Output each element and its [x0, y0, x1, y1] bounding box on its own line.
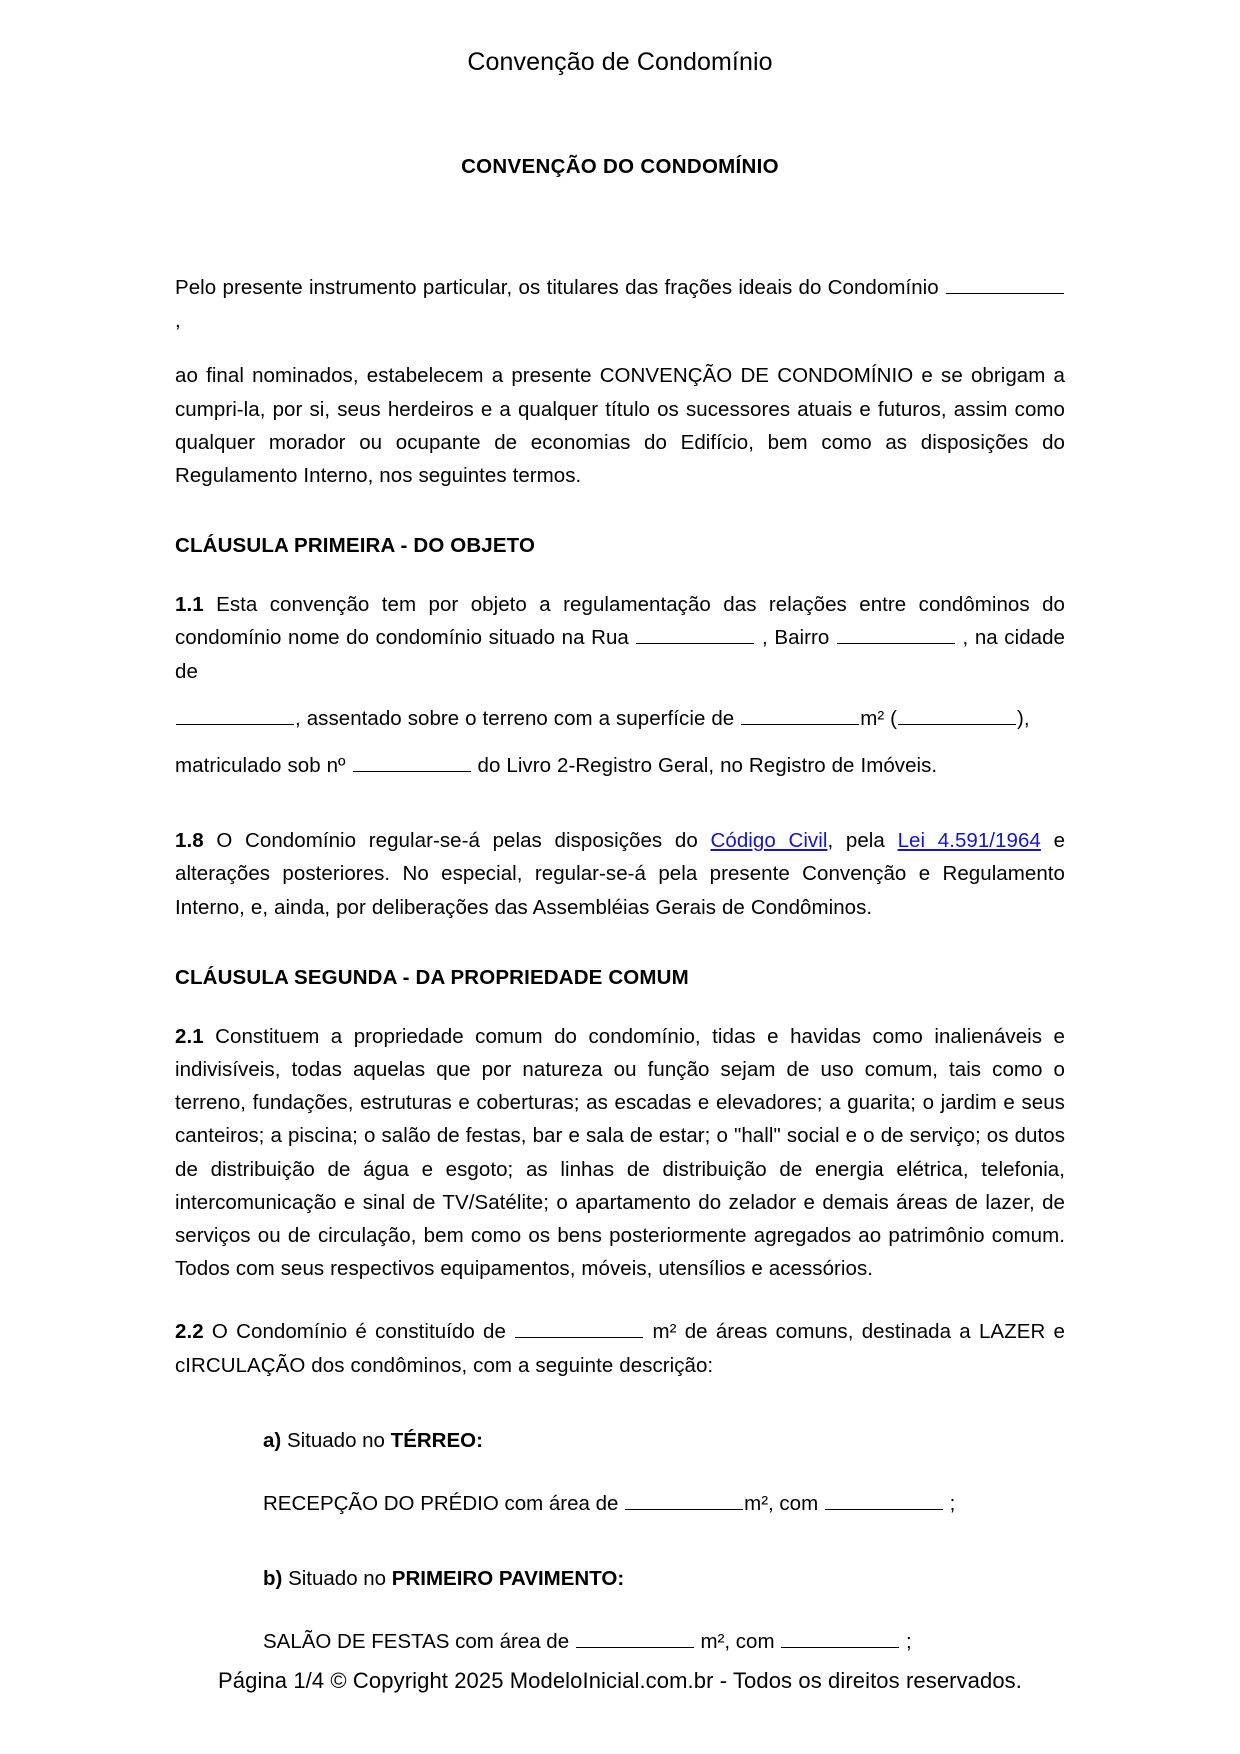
preamble-comma: , [175, 309, 181, 333]
floor-item-b-marker: b) [263, 1567, 283, 1591]
floor-item-a-prefix: Situado no [286, 1428, 385, 1452]
blank-condominio-name[interactable] [946, 274, 1064, 294]
floor-item-a-detail-middle: m², com [744, 1492, 819, 1516]
preamble-first-line [175, 271, 1065, 337]
blank-bairro[interactable] [837, 625, 955, 645]
clause-2-2-seg1: O Condomínio é constituído de [211, 1320, 506, 1344]
clause-1-1 [175, 588, 1065, 688]
clause-1-1-seg5: m² ( [860, 706, 898, 730]
floor-item-b-label: PRIMEIRO PAVIMENTO: [391, 1567, 625, 1591]
clause-two-heading: CLÁUSULA SEGUNDA - DA PROPRIEDADE COMUM [175, 965, 689, 989]
floor-item-a-detail-end: ; [949, 1492, 956, 1516]
floor-item-a [175, 1424, 1065, 1520]
clause-1-1-seg8: do Livro 2-Registro Geral, no Registro de Imóveis. [477, 754, 938, 778]
blank-recepcao-com[interactable] [825, 1490, 943, 1510]
clause-2-2-seg2: m² de áreas comuns, destinada a LAZER e cIRCULAÇÃO dos condôminos, com a seguinte descrição: [175, 1320, 1066, 1377]
clause-1-8-seg3: e alterações posteriores. No especial, regular-se-á pela presente Convenção e Regulamento Interno, e, ainda, por deliberações das Assembléias Gerais de Condôminos. [175, 829, 1066, 919]
floor-item-b-title [263, 1562, 1065, 1595]
preamble-body: ao final nominados, estabelecem a presente CONVENÇÃO DE CONDOMÍNIO e se obrigam a cumpri-la, por si, seus herdeiros e a qualquer título os sucessores atuais e futuros, assim como qualquer morador ou ocupante de economias do Edifício, bem como as disposições do Regulamento Interno, nos seguintes termos. [175, 364, 1065, 488]
blank-salao-com[interactable] [781, 1629, 899, 1649]
clause-1-8-seg1: O Condomínio regular-se-á pelas disposições do [216, 829, 698, 853]
clause-1-1-seg3: , na cidade de [175, 626, 1066, 683]
clause-2-2-number: 2.2 [175, 1320, 204, 1344]
blank-recepcao-area[interactable] [625, 1490, 743, 1510]
clause-2-1-text: Constituem a propriedade comum do condomínio, tidas e havidas como inalienáveis e indivisíveis, todas aquelas que por natureza ou função sejam de uso comum, tais como o terreno, fundações, estruturas e coberturas; as escadas e elevadores; a guarita; o jardim e seus canteiros; a piscina; o salão de festas, bar e sala de estar; o "hall" social e o de serviço; os dutos de distribuição de água e esgoto; as linhas de distribuição de energia elétrica, telefonia, intercomunicação e sinal de TV/Satélite; o apartamento do zelador e demais áreas de lazer, de serviços ou de circulação, bem como os bens posteriormente agregados ao patrimônio comum. Todos com seus respectivos equipamentos, móveis, utensílios e acessórios. [175, 1024, 1066, 1281]
clause-one-heading: CLÁUSULA PRIMEIRA - DO OBJETO [175, 534, 536, 558]
blank-rua[interactable] [636, 625, 754, 645]
clause-1-1-continued [175, 702, 1065, 735]
blank-superficie[interactable] [741, 705, 859, 725]
clause-1-1-seg2: , Bairro [762, 626, 830, 650]
floor-item-b [175, 1562, 1065, 1658]
blank-cidade[interactable] [176, 705, 294, 725]
document-body [175, 75, 1065, 1659]
preamble-text-before-blank: Pelo presente instrumento particular, os titulares das frações ideais do Condomínio [175, 276, 939, 299]
floor-item-a-label: TÉRREO: [390, 1428, 483, 1452]
clause-2-2 [175, 1315, 1065, 1381]
clause-1-8 [175, 824, 1065, 924]
link-codigo-civil[interactable]: Código Civil [710, 829, 828, 853]
blank-area-comum[interactable] [515, 1319, 643, 1339]
running-header: Convenção de Condomínio [467, 48, 773, 76]
blank-salao-area[interactable] [576, 1629, 694, 1649]
floor-item-a-detail-before: RECEPÇÃO DO PRÉDIO com área de [263, 1492, 619, 1516]
clause-1-1-seg4: , assentado sobre o terreno com a superfície de [295, 706, 735, 730]
floor-item-b-detail-middle: m², com [700, 1630, 775, 1654]
clause-1-1-seg6: ), [1017, 706, 1030, 730]
clause-2-1 [175, 1020, 1065, 1286]
clause-2-1-number: 2.1 [175, 1024, 204, 1048]
page-footer: Página 1/4 © Copyright 2025 ModeloInicial.com.br - Todos os direitos reservados. [218, 1668, 1022, 1693]
floor-item-b-detail-before: SALÃO DE FESTAS com área de [263, 1630, 570, 1654]
floor-item-a-marker: a) [263, 1428, 282, 1452]
clause-1-8-number: 1.8 [175, 829, 204, 853]
clause-1-1-matricula [175, 749, 1065, 782]
clause-1-1-seg1: Esta convenção tem por objeto a regulamentação das relações entre condôminos do condomínio nome do condomínio situado na Rua [175, 593, 1066, 650]
clause-1-1-number: 1.1 [175, 593, 204, 617]
floor-item-a-detail [263, 1487, 1065, 1520]
floor-item-b-detail-end: ; [905, 1630, 912, 1654]
clause-1-1-seg7: matriculado sob nº [175, 754, 346, 778]
floor-item-b-prefix: Situado no [288, 1567, 387, 1591]
link-lei-4591-1964[interactable]: Lei 4.591/1964 [897, 829, 1041, 853]
blank-matricula[interactable] [353, 752, 471, 772]
document-title: CONVENÇÃO DO CONDOMÍNIO [461, 155, 779, 178]
floor-item-a-title [263, 1424, 1065, 1457]
clause-1-8-seg2: , pela [827, 829, 885, 853]
blank-superficie-extenso[interactable] [898, 705, 1016, 725]
floor-item-b-detail [263, 1625, 1065, 1658]
